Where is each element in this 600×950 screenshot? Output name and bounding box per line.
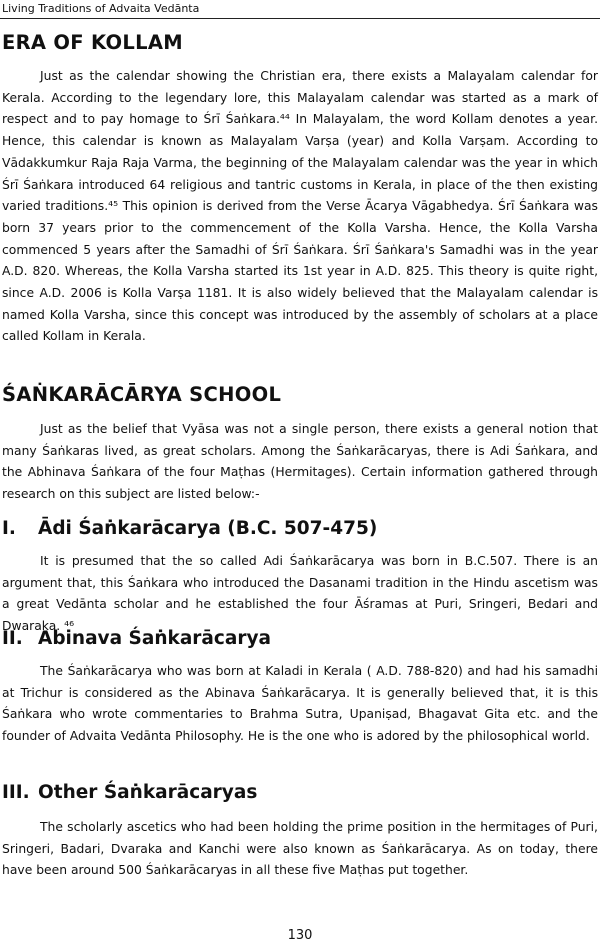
page-number: 130 bbox=[287, 928, 313, 943]
running-header: Living Traditions of Advaita Vedānta bbox=[0, 0, 600, 19]
heading-number: I. bbox=[2, 518, 16, 539]
heading-abinava-sankaracarya bbox=[2, 626, 271, 652]
heading-other-sankaracaryas bbox=[2, 780, 257, 806]
paragraph-adi-sankaracarya: It is presumed that the so called Adi Śaṅkarācarya was born in B.C.507. There is an argument that, this Śaṅkara who introduced the Dasanami tradition in the Hindu ascetism was a great Vedānta scholar and he established the four Āśramas at Puri, Sringeri, Bedari and Dwaraka. ⁴⁶ bbox=[2, 554, 598, 634]
heading-text: Abinava Śaṅkarācarya bbox=[38, 628, 272, 649]
heading-text: Other Śaṅkarācaryas bbox=[38, 782, 258, 803]
paragraph-abinava-sankaracarya: The Śaṅkarācarya who was born at Kaladi in Kerala ( A.D. 788-820) and had his samadhi at Trichur is considered as the Abinava Śaṅkarācarya. It is generally believed that, it is this Śaṅkara who wrote commentaries to Brahma Sutra, Upaniṣad, Bhagavat Gita etc. and the founder of Advaita Vedānta Philosophy. He is the one who is adored by the philosophical world. bbox=[2, 664, 598, 744]
heading-number: II. bbox=[2, 628, 23, 649]
heading-sankaracarya-school: ŚAṄKARĀCĀRYA SCHOOL bbox=[2, 383, 282, 406]
heading-era-of-kollam: ERA OF KOLLAM bbox=[2, 31, 183, 54]
heading-adi-sankaracarya bbox=[2, 516, 377, 542]
paragraph-era-of-kollam: Just as the calendar showing the Christian era, there exists a Malayalam calendar for Kerala. According to the legendary lore, this Malayalam calendar was started as a mark of respect and to pay homage to Śrī Śaṅkara.⁴⁴ In Malayalam, the word Kollam denotes a year. Hence, this calendar is known as Malayalam Varṣa (year) and Kolla Varṣam. According to Vādakkumkur Raja Raja Varma, the beginning of the Malayalam calendar was the year in which Śrī Śaṅkara introduced 64 religious and tantric customs in Kerala, in place of the then existing varied traditions.⁴⁵ This opinion is derived from the Verse Ācarya Vāgabhedya. Śrī Śaṅkara was born 37 years prior to the commencement of the Kolla Varsha. Hence, the Kolla Varsha commenced 5 years after the Samadhi of Śrī Śaṅkara. Śrī Śaṅkara's Samadhi was in the year A.D. 820. Whereas, the Kolla Varsha started its 1st year in A.D. 825. This theory is quite right, since A.D. 2006 is Kolla Varṣa 1181. It is also widely believed that the Malayalam calendar is named Kolla Varsha, since this concept was introduced by the assembly of scholars at a place called Kollam in Kerala. bbox=[2, 69, 598, 344]
paragraph-sankaracarya-school: Just as the belief that Vyāsa was not a single person, there exists a general notion that many Śaṅkaras lived, as great scholars. Among the Śaṅkarācaryas, there is Adi Śaṅkara, and the Abhinava Śaṅkara of the four Maṭhas (Hermitages). Certain information gathered through research on this subject are listed below:- bbox=[2, 422, 598, 502]
heading-text: Ādi Śaṅkarācarya (B.C. 507-475) bbox=[38, 518, 378, 539]
heading-number: III. bbox=[2, 782, 30, 803]
paragraph-other-sankaracaryas: The scholarly ascetics who had been holding the prime position in the hermitages of Puri, Sringeri, Badari, Dvaraka and Kanchi were also known as Śaṅkarācarya. As on today, there have been around 500 Śaṅkarācaryas in all these five Maṭhas put together. bbox=[2, 820, 598, 878]
